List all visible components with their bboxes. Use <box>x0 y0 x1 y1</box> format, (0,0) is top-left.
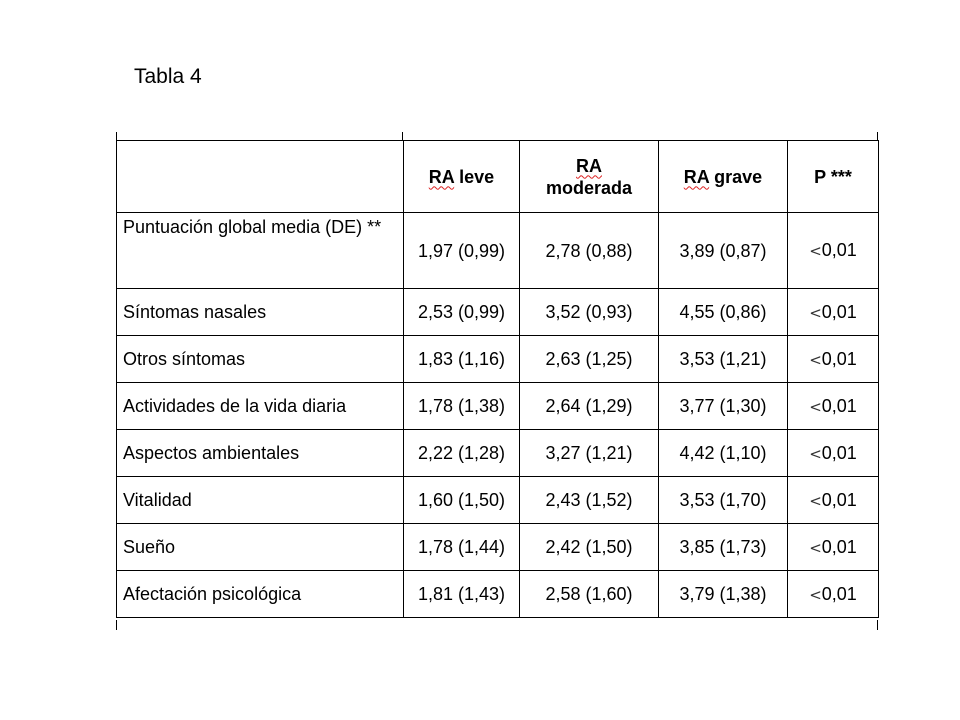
cell-ra-leve: 1,83 (1,16) <box>404 336 520 383</box>
p-value-number: 0,01 <box>821 348 857 369</box>
cell-ra-grave: 4,55 (0,86) <box>659 289 788 336</box>
cell-p-value <box>788 571 879 618</box>
row-label: Actividades de la vida diaria <box>117 383 404 430</box>
cell-ra-grave: 3,77 (1,30) <box>659 383 788 430</box>
cell-ra-grave: 3,85 (1,73) <box>659 524 788 571</box>
table-edge-tick <box>877 132 878 140</box>
table-edge-tick <box>402 132 403 140</box>
cell-ra-moderada: 2,43 (1,52) <box>520 477 659 524</box>
header-ra-leve-prefix: RA <box>428 166 455 187</box>
less-than-sign: < <box>809 397 822 416</box>
header-ra-grave-word: grave <box>714 166 763 187</box>
p-value-number: 0,01 <box>821 442 857 463</box>
p-value-number: 0,01 <box>821 301 857 322</box>
table-edge-tick <box>116 132 117 140</box>
cell-ra-grave: 3,53 (1,70) <box>659 477 788 524</box>
cell-ra-grave: 3,79 (1,38) <box>659 571 788 618</box>
less-than-sign: < <box>809 585 822 604</box>
cell-ra-moderada: 2,78 (0,88) <box>520 213 659 289</box>
row-label: Afectación psicológica <box>117 571 404 618</box>
header-ra-leve <box>404 141 520 213</box>
less-than-sign: < <box>809 350 822 369</box>
table-caption: Tabla 4 <box>134 65 202 88</box>
table-row <box>117 289 879 336</box>
cell-ra-grave: 3,89 (0,87) <box>659 213 788 289</box>
cell-p-value <box>788 383 879 430</box>
table-row <box>117 213 879 289</box>
cell-ra-leve: 1,97 (0,99) <box>404 213 520 289</box>
header-p-value: P *** <box>788 141 879 213</box>
cell-ra-grave: 4,42 (1,10) <box>659 430 788 477</box>
row-label: Otros síntomas <box>117 336 404 383</box>
p-value-number: 0,01 <box>821 489 857 510</box>
table-row <box>117 571 879 618</box>
cell-p-value <box>788 289 879 336</box>
cell-ra-moderada: 2,64 (1,29) <box>520 383 659 430</box>
table-row <box>117 383 879 430</box>
header-ra-leve-word: leve <box>459 166 495 187</box>
header-ra-moderada-word: moderada <box>545 177 633 198</box>
table-row <box>117 336 879 383</box>
cell-ra-moderada: 2,63 (1,25) <box>520 336 659 383</box>
less-than-sign: < <box>809 303 822 322</box>
less-than-sign: < <box>809 538 822 557</box>
table-edge-tick <box>116 620 117 630</box>
cell-ra-leve: 1,60 (1,50) <box>404 477 520 524</box>
table-header-row <box>117 141 879 213</box>
cell-p-value <box>788 430 879 477</box>
header-ra-moderada <box>520 141 659 213</box>
cell-ra-moderada: 3,27 (1,21) <box>520 430 659 477</box>
p-value-number: 0,01 <box>821 240 857 260</box>
cell-ra-leve: 2,22 (1,28) <box>404 430 520 477</box>
less-than-sign: < <box>809 444 822 463</box>
header-empty <box>117 141 404 213</box>
p-value-number: 0,01 <box>821 395 857 416</box>
cell-ra-leve: 2,53 (0,99) <box>404 289 520 336</box>
less-than-sign: < <box>809 242 822 260</box>
p-value-number: 0,01 <box>821 583 857 604</box>
row-label: Puntuación global media (DE) ** <box>117 213 404 289</box>
cell-ra-leve: 1,81 (1,43) <box>404 571 520 618</box>
header-ra-grave-prefix: RA <box>683 166 710 187</box>
cell-p-value <box>788 336 879 383</box>
cell-ra-leve: 1,78 (1,44) <box>404 524 520 571</box>
cell-p-value <box>788 213 879 289</box>
less-than-sign: < <box>809 491 822 510</box>
cell-ra-moderada: 3,52 (0,93) <box>520 289 659 336</box>
cell-p-value <box>788 477 879 524</box>
header-ra-grave <box>659 141 788 213</box>
row-label: Sueño <box>117 524 404 571</box>
table-edge-tick <box>877 620 878 630</box>
cell-ra-grave: 3,53 (1,21) <box>659 336 788 383</box>
data-table-container <box>116 132 878 630</box>
data-table <box>116 140 879 618</box>
table-row <box>117 430 879 477</box>
p-value-number: 0,01 <box>821 536 857 557</box>
row-label: Vitalidad <box>117 477 404 524</box>
cell-ra-moderada: 2,58 (1,60) <box>520 571 659 618</box>
row-label: Aspectos ambientales <box>117 430 404 477</box>
cell-p-value <box>788 524 879 571</box>
cell-ra-leve: 1,78 (1,38) <box>404 383 520 430</box>
header-ra-moderada-prefix: RA <box>576 155 602 176</box>
row-label: Síntomas nasales <box>117 289 404 336</box>
table-row <box>117 477 879 524</box>
cell-ra-moderada: 2,42 (1,50) <box>520 524 659 571</box>
table-row <box>117 524 879 571</box>
